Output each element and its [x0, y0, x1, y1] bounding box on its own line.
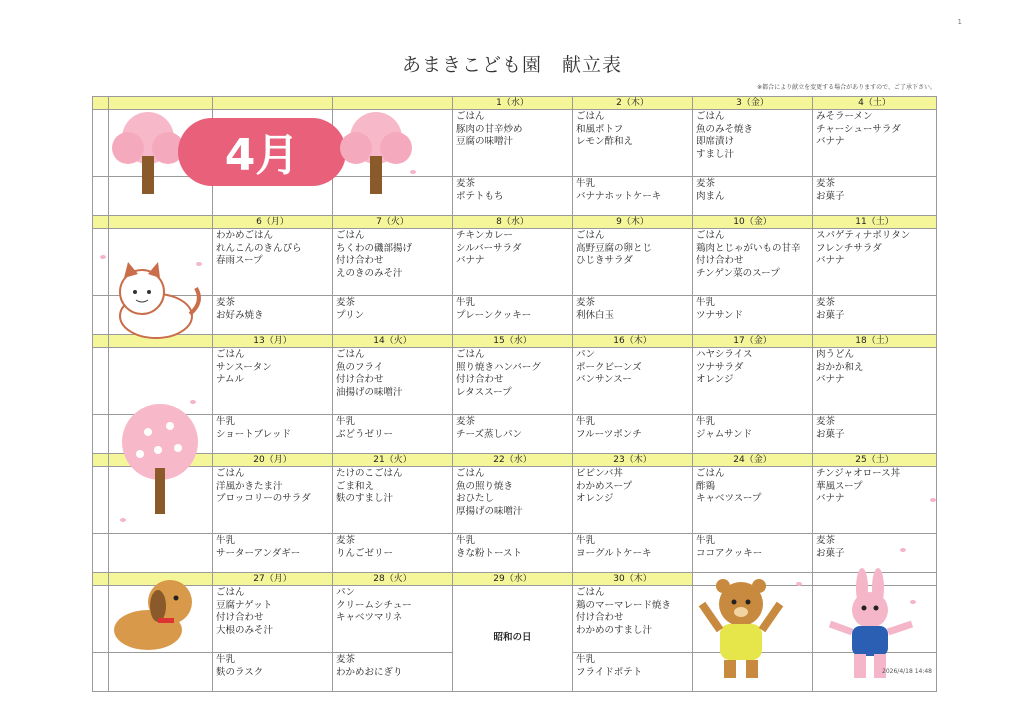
snack-cell	[573, 534, 693, 573]
snack-item: ツナサンド	[696, 309, 744, 321]
lunch-item: 魚の照り焼き	[456, 480, 514, 492]
lunch-item: チンジャオロース丼	[816, 468, 901, 479]
lunch-item: 厚揚げの味噌汁	[456, 505, 523, 517]
snack-cell	[453, 534, 573, 573]
snack-cell	[813, 177, 937, 216]
lunch-cell	[213, 467, 333, 534]
lunch-cell	[693, 467, 813, 534]
snack-item: ジャムサンド	[696, 428, 753, 440]
petal-icon	[410, 170, 416, 174]
holiday-cell	[453, 586, 573, 692]
snack-item: ココアクッキー	[696, 547, 763, 559]
snack-item: 牛乳	[576, 535, 596, 546]
snack-item: 麦茶	[816, 178, 836, 189]
lunch-cell	[813, 467, 937, 534]
side-margin-cell	[93, 97, 109, 110]
lunch-cell	[333, 586, 453, 653]
lunch-item: バナナ	[816, 255, 845, 266]
lunch-item: ごはん	[216, 468, 245, 479]
snack-item: 牛乳	[336, 416, 356, 427]
lunch-item: 大根のみそ汁	[216, 624, 274, 636]
petal-icon	[900, 548, 906, 552]
week-header-row	[93, 454, 937, 467]
snack-cell	[213, 296, 333, 335]
illustration-cell	[109, 534, 213, 573]
lunch-item: 付け合わせ	[336, 374, 384, 385]
lunch-row	[93, 229, 937, 296]
lunch-cell	[213, 229, 333, 296]
lunch-item: 付け合わせ	[216, 612, 264, 623]
snack-item: 麦茶	[816, 297, 836, 308]
lunch-item: バナナ	[816, 136, 845, 147]
change-notice: ※都合により献立を変更する場合がありますので、ご了承下さい。	[757, 84, 936, 91]
side-margin-cell	[93, 415, 109, 454]
lunch-item: 付け合わせ	[456, 374, 504, 385]
lunch-row	[93, 467, 937, 534]
day-header: 30（木）	[573, 573, 693, 586]
lunch-item: ごはん	[456, 111, 485, 122]
snack-row	[93, 296, 937, 335]
lunch-cell	[573, 586, 693, 653]
lunch-cell	[333, 467, 453, 534]
snack-cell	[693, 296, 813, 335]
snack-item: 牛乳	[576, 654, 596, 665]
side-margin-cell	[93, 216, 109, 229]
lunch-cell	[453, 467, 573, 534]
petal-icon	[120, 518, 126, 522]
month-label: 4月	[224, 130, 300, 181]
snack-item: ぶどうゼリー	[336, 428, 394, 440]
snack-item: バナナホットケーキ	[576, 190, 662, 202]
petal-icon	[796, 582, 802, 586]
lunch-item: わかめスープ	[576, 480, 633, 492]
lunch-item: おひたし	[456, 493, 495, 504]
snack-cell	[333, 296, 453, 335]
snack-cell	[573, 653, 693, 692]
snack-item: きな粉トースト	[456, 547, 523, 559]
snack-cell	[453, 296, 573, 335]
snack-cell	[213, 534, 333, 573]
snack-item: プリン	[336, 309, 365, 321]
snack-item: 牛乳	[696, 416, 716, 427]
day-header: 18（土）	[813, 335, 937, 348]
lunch-item: キャベツスープ	[696, 493, 762, 504]
lunch-item: チンゲン菜のスープ	[696, 267, 780, 279]
lunch-cell	[333, 229, 453, 296]
lunch-item: 付け合わせ	[576, 612, 624, 623]
lunch-item: チキンカレー	[456, 230, 513, 241]
day-header: 3（金）	[693, 97, 813, 110]
day-header: 1（水）	[453, 97, 573, 110]
snack-item: 麦茶	[336, 535, 356, 546]
lunch-item: ツナサラダ	[696, 361, 744, 373]
snack-item: 牛乳	[216, 654, 236, 665]
snack-cell	[693, 177, 813, 216]
day-header: 6（月）	[213, 216, 333, 229]
petal-icon	[190, 400, 196, 404]
lunch-item: クリームシチュー	[336, 599, 412, 611]
rabbit-icon	[822, 566, 918, 684]
lunch-item: ごはん	[576, 111, 605, 122]
lunch-item: 和風ポトフ	[576, 123, 624, 135]
snack-item: お好み焼き	[216, 309, 264, 321]
week-header-row	[93, 573, 937, 586]
lunch-item: ごはん	[456, 468, 485, 479]
lunch-cell	[693, 110, 813, 177]
snack-item: 利休白玉	[576, 309, 615, 321]
petal-icon	[910, 600, 916, 604]
snack-item: 牛乳	[456, 297, 476, 308]
lunch-item: わかめごはん	[216, 230, 274, 241]
snack-cell	[573, 415, 693, 454]
day-header: 11（土）	[813, 216, 937, 229]
snack-item: 牛乳	[576, 416, 596, 427]
snack-item: ショートブレッド	[216, 428, 292, 440]
lunch-item: れんこんのきんぴら	[216, 242, 302, 254]
lunch-item: みそラーメン	[816, 111, 873, 122]
lunch-item: ごはん	[216, 349, 245, 360]
lunch-item: オレンジ	[576, 493, 614, 504]
snack-cell	[693, 415, 813, 454]
lunch-cell	[453, 110, 573, 177]
snack-item: 麩のラスク	[216, 666, 264, 678]
day-header: 4（土）	[813, 97, 937, 110]
dog-icon	[104, 572, 200, 656]
snack-item: 牛乳	[216, 535, 236, 546]
lunch-item: ビビンバ丼	[576, 468, 623, 479]
lunch-item: シルバーサラダ	[456, 242, 522, 254]
day-header: 9（木）	[573, 216, 693, 229]
day-header: 27（月）	[213, 573, 333, 586]
lunch-item: レタススープ	[456, 386, 512, 398]
day-header: 25（土）	[813, 454, 937, 467]
lunch-row	[93, 586, 937, 653]
side-margin-cell	[93, 653, 109, 692]
lunch-item: 春雨スープ	[216, 255, 263, 266]
snack-item: 麦茶	[336, 654, 356, 665]
snack-cell	[213, 415, 333, 454]
holiday-label: 昭和の日	[493, 632, 532, 644]
lunch-item: 魚のみそ焼き	[696, 123, 754, 135]
lunch-item: たけのこごはん	[336, 468, 403, 479]
snack-cell	[333, 415, 453, 454]
snack-item: 牛乳	[456, 535, 476, 546]
lunch-cell	[813, 348, 937, 415]
petal-icon	[196, 262, 202, 266]
lunch-item: 付け合わせ	[336, 255, 384, 266]
cherry-tree-icon	[336, 108, 416, 198]
page-number: 1	[957, 18, 962, 26]
snack-item: 麦茶	[456, 178, 476, 189]
lunch-cell	[453, 348, 573, 415]
lunch-item: 酢鶏	[696, 480, 716, 492]
snack-item: ポテトもち	[456, 190, 504, 202]
snack-item: 麦茶	[816, 416, 836, 427]
petal-icon	[930, 498, 936, 502]
lunch-item: 鶏肉とじゃがいもの甘辛	[696, 242, 801, 254]
snack-item: 麦茶	[816, 535, 836, 546]
snack-item: チーズ蒸しパン	[456, 428, 523, 440]
day-header: 17（金）	[693, 335, 813, 348]
snack-item: サーターアンダギー	[216, 547, 301, 559]
lunch-item: オレンジ	[696, 374, 734, 385]
lunch-item: ちくわの磯部揚げ	[336, 242, 413, 254]
lunch-item: レモン酢和え	[576, 136, 634, 147]
lunch-cell	[213, 586, 333, 653]
lunch-item: わかめのすまし汁	[576, 624, 653, 636]
day-header: 13（月）	[213, 335, 333, 348]
day-header: 20（月）	[213, 454, 333, 467]
snack-item: 麦茶	[576, 297, 596, 308]
snack-item: フライドポテト	[576, 666, 643, 678]
day-header	[213, 97, 333, 110]
snack-cell	[693, 534, 813, 573]
snack-row	[93, 534, 937, 573]
week-header-row	[93, 335, 937, 348]
lunch-item: 油揚げの味噌汁	[336, 386, 403, 398]
side-margin-cell	[93, 177, 109, 216]
day-header: 8（水）	[453, 216, 573, 229]
lunch-item: すまし汁	[696, 148, 735, 160]
lunch-item: ブロッコリーのサラダ	[216, 493, 311, 504]
lunch-item: バナナ	[456, 255, 485, 266]
snack-cell	[573, 177, 693, 216]
snack-item: 牛乳	[696, 535, 716, 546]
week-header-row	[93, 97, 937, 110]
lunch-item: 魚のフライ	[336, 361, 384, 373]
lunch-item: 洋風かきたま汁	[216, 480, 283, 492]
blossom-tree-icon	[118, 398, 202, 518]
lunch-item: ごはん	[576, 587, 605, 598]
snack-cell	[813, 415, 937, 454]
month-badge	[174, 112, 350, 192]
lunch-cell	[573, 348, 693, 415]
snack-cell	[333, 653, 453, 692]
lunch-item: パン	[336, 587, 356, 598]
lunch-item: バナナ	[816, 493, 845, 504]
lunch-item: バンサンスー	[576, 374, 632, 385]
day-header: 14（火）	[333, 335, 453, 348]
lunch-cell	[213, 348, 333, 415]
day-header: 28（火）	[333, 573, 453, 586]
lunch-cell	[813, 229, 937, 296]
lunch-item: ごはん	[696, 468, 725, 479]
lunch-item: 付け合わせ	[696, 255, 744, 266]
day-header: 21（火）	[333, 454, 453, 467]
side-margin-cell	[93, 467, 109, 534]
lunch-cell	[573, 467, 693, 534]
snack-item: フルーツポンチ	[576, 428, 642, 440]
lunch-cell	[573, 110, 693, 177]
petal-icon	[100, 255, 106, 259]
lunch-cell	[693, 229, 813, 296]
lunch-item: チャーシューサラダ	[816, 123, 901, 135]
snack-item: 肉まん	[696, 190, 725, 202]
side-margin-cell	[93, 348, 109, 415]
lunch-cell	[573, 229, 693, 296]
bear-icon	[696, 574, 786, 684]
snack-cell	[453, 415, 573, 454]
lunch-item: バナナ	[816, 374, 845, 385]
snack-cell	[333, 534, 453, 573]
snack-item: りんごゼリー	[336, 547, 394, 559]
lunch-item: ごはん	[456, 349, 485, 360]
lunch-cell	[453, 229, 573, 296]
snack-item: わかめおにぎり	[336, 666, 403, 678]
illustration-cell	[109, 653, 213, 692]
snack-cell	[813, 296, 937, 335]
lunch-item: おかか和え	[816, 361, 864, 373]
side-margin-cell	[93, 534, 109, 573]
day-header: 29（水）	[453, 573, 573, 586]
side-margin-cell	[93, 454, 109, 467]
print-timestamp: 2026/4/18 14:48	[882, 668, 932, 675]
lunch-item: キャベツマリネ	[336, 612, 403, 623]
lunch-item: サンスータン	[216, 361, 272, 373]
day-header: 24（金）	[693, 454, 813, 467]
illustration-cell	[109, 216, 213, 229]
lunch-item: ポークビーンズ	[576, 361, 642, 373]
snack-cell	[573, 296, 693, 335]
lunch-item: ごはん	[336, 230, 365, 241]
snack-item: お菓子	[816, 428, 845, 440]
lunch-item: フレンチサラダ	[816, 242, 882, 254]
day-header: 10（金）	[693, 216, 813, 229]
day-header: 23（木）	[573, 454, 693, 467]
day-header: 22（水）	[453, 454, 573, 467]
snack-cell	[213, 653, 333, 692]
snack-item: 牛乳	[216, 416, 236, 427]
lunch-item: 豚肉の甘辛炒め	[456, 123, 523, 135]
week-header-row	[93, 216, 937, 229]
side-margin-cell	[93, 110, 109, 177]
day-header: 7（火）	[333, 216, 453, 229]
lunch-cell	[333, 348, 453, 415]
lunch-item: 豆腐ナゲット	[216, 599, 273, 611]
day-header: 2（木）	[573, 97, 693, 110]
snack-item: 麦茶	[216, 297, 236, 308]
snack-item: 麦茶	[696, 178, 716, 189]
snack-item: 牛乳	[576, 178, 596, 189]
snack-item: プレーンクッキー	[456, 309, 532, 321]
page-title: あまきこども園 献立表	[401, 54, 622, 76]
lunch-item: パン	[576, 349, 596, 360]
snack-row	[93, 415, 937, 454]
cat-icon	[106, 258, 206, 346]
lunch-item: 豆腐の味噌汁	[456, 136, 514, 147]
lunch-item: 即席漬け	[696, 136, 735, 147]
lunch-item: ごま和え	[336, 480, 375, 492]
lunch-row	[93, 348, 937, 415]
lunch-item: ごはん	[336, 349, 365, 360]
day-header: 15（水）	[453, 335, 573, 348]
lunch-item: ごはん	[696, 111, 725, 122]
lunch-cell	[693, 348, 813, 415]
lunch-item: 華風スープ	[816, 480, 863, 492]
lunch-item: 麩のすまし汁	[336, 493, 394, 504]
snack-item: お菓子	[816, 190, 845, 202]
lunch-item: ナムル	[216, 374, 245, 385]
snack-item: 牛乳	[696, 297, 716, 308]
day-header: 16（木）	[573, 335, 693, 348]
snack-item: ヨーグルトケーキ	[576, 547, 652, 559]
lunch-item: ハヤシライス	[696, 349, 753, 360]
lunch-item: 肉うどん	[816, 349, 855, 360]
lunch-item: ごはん	[216, 587, 245, 598]
snack-item: 麦茶	[456, 416, 476, 427]
snack-item: お菓子	[816, 309, 845, 321]
snack-item: 麦茶	[336, 297, 356, 308]
lunch-item: ひじきサラダ	[576, 255, 633, 266]
lunch-item: スパゲティナポリタン	[816, 230, 911, 241]
lunch-cell	[813, 110, 937, 177]
lunch-item: ごはん	[696, 230, 725, 241]
lunch-item: 照り焼きハンバーグ	[456, 361, 541, 373]
snack-cell	[453, 177, 573, 216]
lunch-item: 高野豆腐の卵とじ	[576, 242, 653, 254]
lunch-item: ごはん	[576, 230, 605, 241]
lunch-item: えのきのみそ汁	[336, 267, 403, 279]
snack-item: お菓子	[816, 547, 845, 559]
lunch-item: 鶏のマーマレード焼き	[576, 599, 672, 611]
